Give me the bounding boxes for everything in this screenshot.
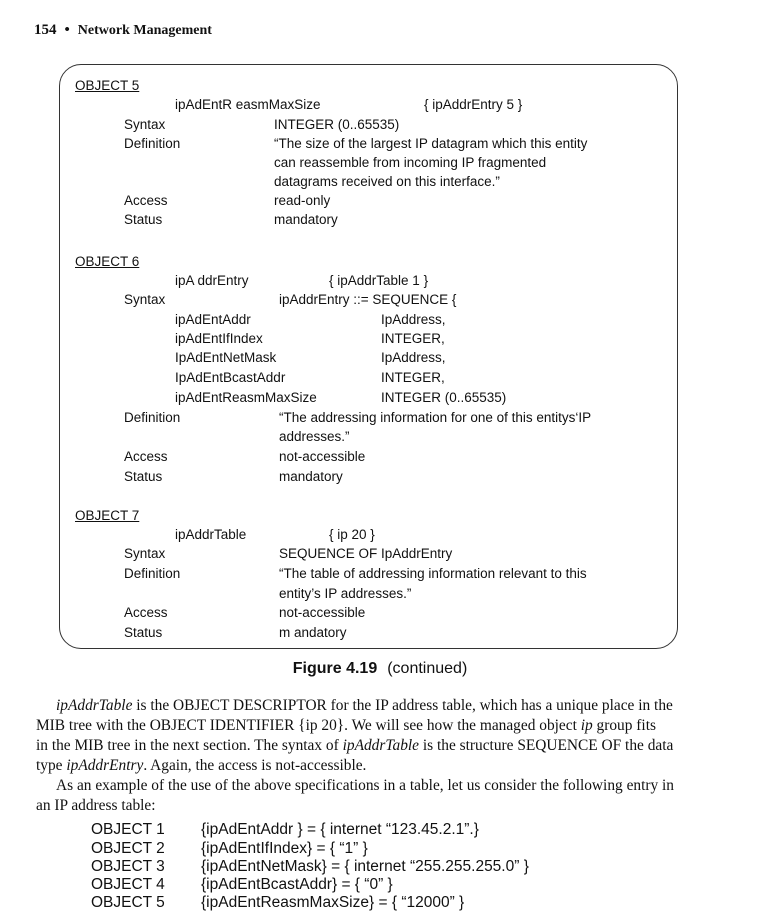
object-6-definition-label: Definition bbox=[124, 410, 181, 425]
example-object-value: {ipAdEntReasmMaxSize} = { “12000” } bbox=[201, 894, 465, 911]
example-object-value: {ipAdEntIfIndex} = { “1” } bbox=[201, 840, 368, 857]
object-5-definition-line: can reassemble from incoming IP fragmented bbox=[274, 155, 547, 170]
object-5-definition-line: “The size of the largest IP datagram which this entity bbox=[274, 136, 588, 151]
sequence-field-type: INTEGER, bbox=[381, 370, 445, 385]
object-6-definition-line: “The addressing information for one of this entitys‘IP bbox=[279, 410, 592, 425]
object-6-status-label: Status bbox=[124, 469, 163, 484]
header-bullet: • bbox=[64, 22, 70, 38]
paragraph-text: group fits bbox=[592, 717, 656, 734]
example-object-label: OBJECT 1 bbox=[91, 821, 165, 838]
sequence-field-name: ipAdEntReasmMaxSize bbox=[175, 390, 317, 405]
object-5-status-label: Status bbox=[124, 212, 163, 227]
object-7-status: m andatory bbox=[279, 625, 347, 640]
object-5-syntax: INTEGER (0..65535) bbox=[274, 117, 400, 132]
object-7-access: not-accessible bbox=[279, 605, 366, 620]
sequence-field-type: INTEGER (0..65535) bbox=[381, 390, 507, 405]
italic-term: ipAddrEntry bbox=[66, 757, 144, 774]
object-7-oid: { ip 20 } bbox=[329, 527, 375, 542]
paragraph-text: type bbox=[36, 757, 67, 774]
object-5-access: read-only bbox=[274, 193, 331, 208]
running-title: Network Management bbox=[77, 23, 212, 38]
sequence-field-type: INTEGER, bbox=[381, 331, 445, 346]
object-6-oid: { ipAddrTable 1 } bbox=[329, 273, 429, 288]
paragraph-text: is the OBJECT DESCRIPTOR for the IP address table, which has a unique place in the bbox=[132, 697, 673, 714]
figure-caption bbox=[0, 660, 760, 678]
paragraph-text: . Again, the access is not-accessible. bbox=[143, 757, 367, 774]
object-7-name: ipAddrTable bbox=[175, 527, 247, 542]
example-object-value: {ipAdEntAddr } = { internet “123.45.2.1”.} bbox=[201, 821, 479, 838]
object-5-name: ipAdEntR easmMaxSize bbox=[175, 97, 321, 112]
sequence-field-name: IpAdEntBcastAddr bbox=[175, 370, 286, 385]
paragraph-text: in the MIB tree in the next section. The syntax of bbox=[36, 737, 343, 754]
object-6-syntax-label: Syntax bbox=[124, 292, 166, 307]
object-5-syntax-label: Syntax bbox=[124, 117, 166, 132]
object-7-status-label: Status bbox=[124, 625, 163, 640]
object-6-access: not-accessible bbox=[279, 449, 366, 464]
object-7-label: OBJECT 7 bbox=[75, 508, 140, 523]
italic-term: ipAddrTable bbox=[56, 697, 133, 714]
object-5-status: mandatory bbox=[274, 212, 338, 227]
sequence-field-name: ipAdEntIfIndex bbox=[175, 331, 263, 346]
italic-term: ip bbox=[580, 717, 593, 734]
object-5-access-label: Access bbox=[124, 193, 168, 208]
object-7-definition-label: Definition bbox=[124, 566, 181, 581]
example-object-value: {ipAdEntNetMask} = { internet “255.255.255.0” } bbox=[201, 858, 529, 875]
object-7-syntax: SEQUENCE OF IpAddrEntry bbox=[279, 546, 453, 561]
object-6-syntax: ipAddrEntry ::= SEQUENCE { bbox=[279, 292, 457, 307]
running-header bbox=[34, 22, 212, 39]
sequence-field-name: ipAdEntAddr bbox=[175, 312, 251, 327]
example-object-label: OBJECT 5 bbox=[91, 894, 165, 911]
figure-box bbox=[59, 64, 678, 649]
object-5-definition-label: Definition bbox=[124, 136, 181, 151]
object-7-definition-line: “The table of addressing information relevant to this bbox=[279, 566, 587, 581]
page-number: 154 bbox=[34, 22, 57, 38]
example-object-label: OBJECT 4 bbox=[91, 876, 165, 893]
sequence-field-type: IpAddress, bbox=[381, 350, 446, 365]
example-object-label: OBJECT 2 bbox=[91, 840, 165, 857]
sequence-field-name: IpAdEntNetMask bbox=[175, 350, 277, 365]
paragraph-text: MIB tree with the OBJECT IDENTIFIER {ip 20}. We will see how the managed object bbox=[36, 717, 581, 734]
object-7-definition-line: entity’s IP addresses.” bbox=[279, 586, 412, 601]
figure-caption-text: (continued) bbox=[387, 660, 468, 677]
object-6-definition-line: addresses.” bbox=[279, 429, 350, 444]
figure-number: Figure 4.19 bbox=[292, 660, 378, 677]
object-6-name: ipA ddrEntry bbox=[175, 273, 249, 288]
object-5-label: OBJECT 5 bbox=[75, 78, 140, 93]
sequence-field-type: IpAddress, bbox=[381, 312, 446, 327]
object-6-access-label: Access bbox=[124, 449, 168, 464]
object-6-status: mandatory bbox=[279, 469, 343, 484]
italic-term: ipAddrTable bbox=[342, 737, 420, 754]
paragraph-text: is the structure SEQUENCE OF the data bbox=[419, 737, 674, 754]
paragraph-text: As an example of the use of the above specifications in a table, let us consider the following entry in bbox=[56, 777, 675, 794]
example-object-value: {ipAdEntBcastAddr} = { “0” } bbox=[201, 876, 393, 893]
example-object-label: OBJECT 3 bbox=[91, 858, 165, 875]
paragraph-text: an IP address table: bbox=[36, 797, 156, 814]
object-5-oid: { ipAddrEntry 5 } bbox=[424, 97, 523, 112]
object-7-access-label: Access bbox=[124, 605, 168, 620]
object-5-definition-line: datagrams received on this interface.” bbox=[274, 174, 500, 189]
object-6-label: OBJECT 6 bbox=[75, 254, 140, 269]
object-7-syntax-label: Syntax bbox=[124, 546, 166, 561]
